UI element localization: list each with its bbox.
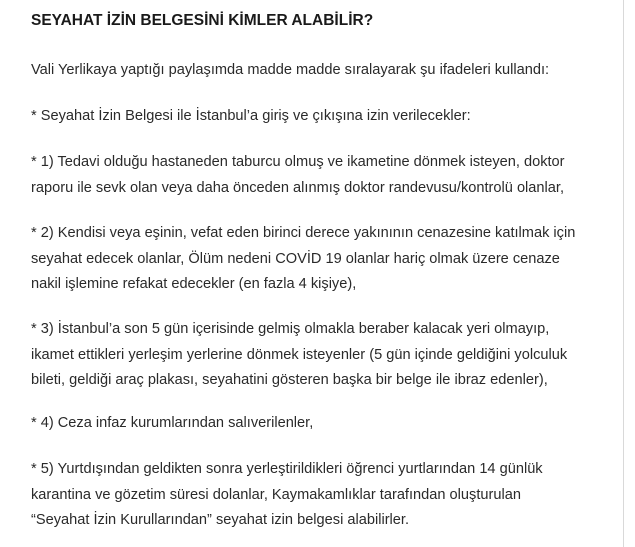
text-line: * 4) Ceza infaz kurumlarından salıverilenler,: [31, 415, 314, 431]
list-item-4: [31, 411, 601, 437]
text-line: nakil işlemine refakat edecekler (en fazla 4 kişiye),: [31, 276, 357, 293]
text-line: ikamet ettikleri yerleşim yerlerine dönmek isteyenler (5 gün içinde geldiğini yolculuk: [31, 346, 568, 363]
page-margin: [624, 0, 635, 547]
text-line: “Seyahat İzin Kurullarından” seyahat izin belgesi alabilirler.: [31, 512, 410, 529]
text-line: * 5) Yurtdışından geldikten sonra yerleştirildikleri öğrenci yurtlarından 14 günlük: [31, 461, 543, 477]
list-intro-paragraph: [31, 104, 601, 130]
text-line: * 2) Kendisi veya eşinin, vefat eden birinci derece yakınının cenazesine katılmak için: [31, 225, 576, 241]
text-line: karantina ve gözetim süresi dolanlar, Kaymakamlıklar tarafından oluşturulan: [31, 486, 521, 503]
list-item-3: [31, 317, 601, 394]
section-heading: SEYAHAT İZİN BELGESİNİ KİMLER ALABİLİR?: [31, 12, 374, 29]
list-item-2: [31, 221, 601, 298]
list-item-1: [31, 150, 601, 201]
intro-paragraph: [31, 58, 601, 84]
list-item-5: [31, 457, 601, 534]
text-line: bileti, geldiği araç plakası, seyahatini gösteren başka bir belge ile ibraz edenler),: [31, 372, 548, 389]
text-line: raporu ile sevk olan veya daha önceden alınmış doktor randevusu/kontrolü olanlar,: [31, 179, 564, 196]
text-line: * 1) Tedavi olduğu hastaneden taburcu olmuş ve ikametine dönmek isteyen, doktor: [31, 154, 565, 170]
text-line: Vali Yerlikaya yaptığı paylaşımda madde madde sıralayarak şu ifadeleri kullandı:: [31, 62, 550, 78]
text-line: * 3) İstanbul’a son 5 gün içerisinde gelmiş olmakla beraber kalacak yeri olmayıp,: [31, 321, 550, 337]
text-line: seyahat edecek olanlar, Ölüm nedeni COVİD 19 olanlar hariç olmak üzere cenaze: [31, 250, 560, 267]
text-line: * Seyahat İzin Belgesi ile İstanbul’a giriş ve çıkışına izin verilecekler:: [31, 108, 471, 124]
